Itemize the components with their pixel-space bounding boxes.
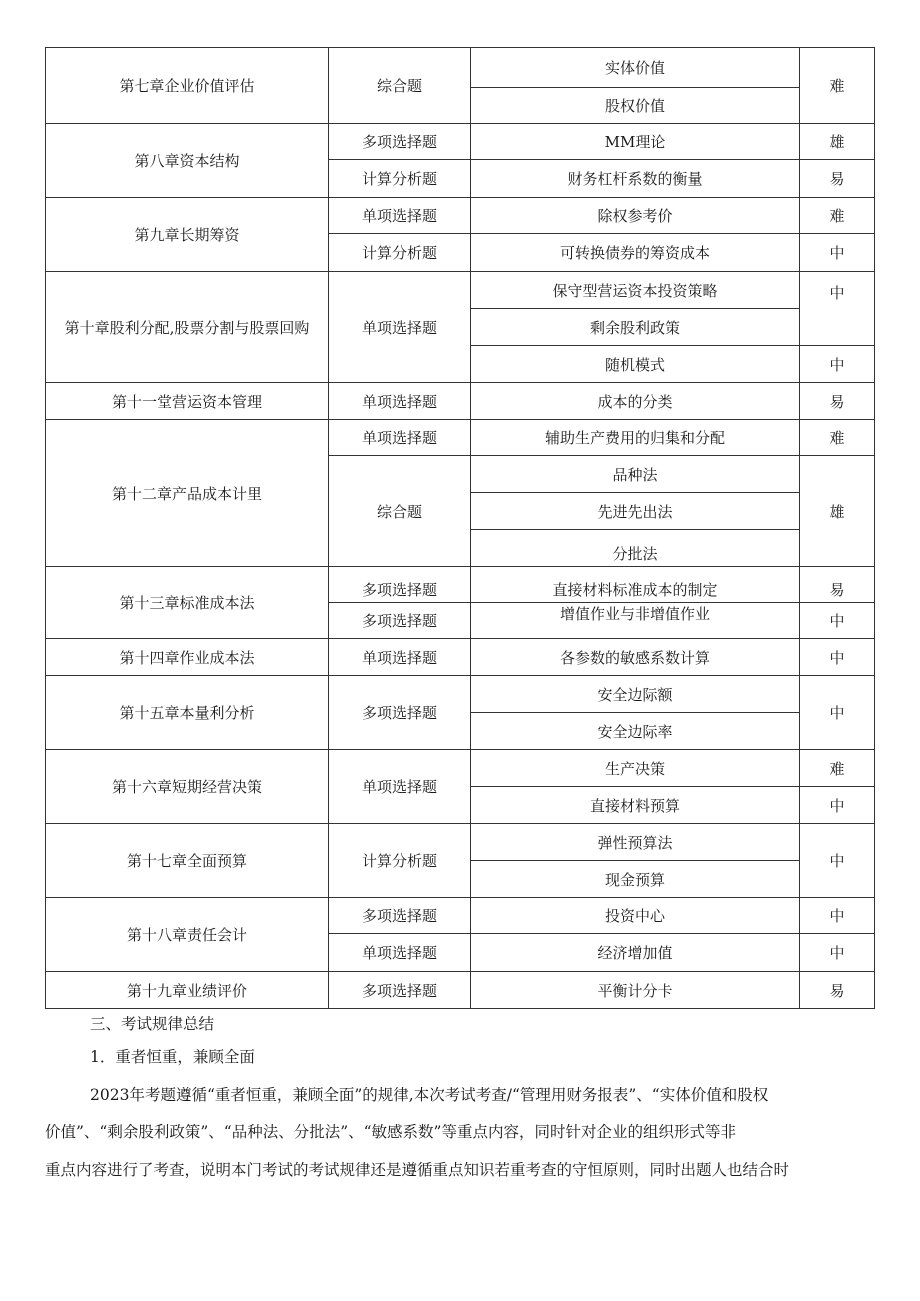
chapter-cell: 第十八章责任会计: [46, 898, 329, 972]
difficulty-cell: 雄: [800, 124, 875, 160]
difficulty-cell: 难: [800, 48, 875, 124]
difficulty-cell: 难: [800, 750, 875, 787]
knowledge-point-cell: 现金预算: [471, 861, 800, 898]
knowledge-point-cell: 投资中心: [471, 898, 800, 934]
knowledge-point-cell: 可转换债券的筹资成本: [471, 234, 800, 272]
chapter-cell: 第九章长期筹资: [46, 198, 329, 272]
question-type-cell: 单项选择题: [329, 750, 471, 824]
knowledge-point-cell: 实体价值: [471, 48, 800, 88]
knowledge-point-cell: 生产决策: [471, 750, 800, 787]
question-type-cell: 多项选择题: [329, 972, 471, 1009]
difficulty-cell: 雄: [800, 456, 875, 567]
question-type-cell: 多项选择题: [329, 676, 471, 750]
question-type-cell: 多项选择题: [329, 567, 471, 603]
difficulty-cell: 中: [800, 934, 875, 972]
difficulty-cell: 中: [800, 603, 875, 639]
exam-analysis-table: [45, 47, 875, 1009]
table-row: [46, 383, 875, 420]
question-type-cell: 单项选择题: [329, 934, 471, 972]
knowledge-point-cell: 直接材料标准成本的制定: [471, 567, 800, 603]
knowledge-point-cell: 经济增加值: [471, 934, 800, 972]
knowledge-point-cell: 剩余股利政策: [471, 309, 800, 346]
knowledge-point-cell: 辅助生产费用的归集和分配: [471, 420, 800, 456]
question-type-cell: 单项选择题: [329, 198, 471, 234]
question-type-cell: 多项选择题: [329, 124, 471, 160]
difficulty-cell: 中: [800, 346, 875, 383]
chapter-cell: 第十章股利分配,股票分割与股票回购: [46, 272, 329, 383]
section-heading: 三、考试规律总结: [90, 1015, 215, 1033]
knowledge-point-cell: MM理论: [471, 124, 800, 160]
knowledge-point-cell: 增值作业与非增值作业: [471, 603, 800, 639]
chapter-cell: 第十一堂营运资本管理: [46, 383, 329, 420]
chapter-cell: 第十五章本量利分析: [46, 676, 329, 750]
table-row: [46, 198, 875, 234]
table-row: [46, 639, 875, 676]
knowledge-point-cell: 品种法: [471, 456, 800, 493]
paragraph-line: 重点内容进行了考查，说明本门考试的考试规律还是遵循重点知识若重考查的守恒原则，同时出题人也结合时: [45, 1161, 790, 1179]
question-type-cell: 多项选择题: [329, 898, 471, 934]
question-type-cell: 单项选择题: [329, 420, 471, 456]
difficulty-cell: 中: [800, 824, 875, 898]
chapter-cell: 第十二章产品成本计里: [46, 420, 329, 567]
table-row: [46, 676, 875, 713]
knowledge-point-cell: 安全边际率: [471, 713, 800, 750]
chapter-cell: 第十三章标准成本法: [46, 567, 329, 639]
difficulty-cell: 中: [800, 234, 875, 272]
sub-heading: 1．重者恒重，兼顾全面: [90, 1048, 255, 1066]
knowledge-point-cell: 先进先出法: [471, 493, 800, 530]
chapter-cell: 第八章资本结构: [46, 124, 329, 198]
question-type-cell: 计算分析题: [329, 160, 471, 198]
table-row: [46, 972, 875, 1009]
table-row: [46, 750, 875, 787]
difficulty-cell: 易: [800, 383, 875, 420]
difficulty-cell: 中: [800, 272, 875, 346]
chapter-cell: 第十九章业绩评价: [46, 972, 329, 1009]
question-type-cell: 计算分析题: [329, 824, 471, 898]
question-type-cell: 单项选择题: [329, 639, 471, 676]
question-type-cell: 综合题: [329, 456, 471, 567]
difficulty-cell: 中: [800, 787, 875, 824]
knowledge-point-cell: 各参数的敏感系数计算: [471, 639, 800, 676]
question-type-cell: 综合题: [329, 48, 471, 124]
chapter-cell: 第十七章全面预算: [46, 824, 329, 898]
difficulty-cell: 中: [800, 676, 875, 750]
knowledge-point-cell: 除权参考价: [471, 198, 800, 234]
table-row: [46, 48, 875, 88]
question-type-cell: 单项选择题: [329, 383, 471, 420]
table-row: [46, 272, 875, 309]
knowledge-point-cell: 弹性预算法: [471, 824, 800, 861]
table-row: [46, 567, 875, 603]
table-row: [46, 824, 875, 861]
chapter-cell: 第十四章作业成本法: [46, 639, 329, 676]
difficulty-cell: 难: [800, 420, 875, 456]
knowledge-point-cell: 平衡计分卡: [471, 972, 800, 1009]
table-row: [46, 898, 875, 934]
difficulty-cell: 中: [800, 898, 875, 934]
knowledge-point-cell: 股权价值: [471, 88, 800, 124]
knowledge-point-cell: 成本的分类: [471, 383, 800, 420]
knowledge-point-cell: 分批法: [471, 530, 800, 567]
knowledge-point-cell: 保守型营运资本投资策略: [471, 272, 800, 309]
difficulty-cell: 中: [800, 639, 875, 676]
question-type-cell: 计算分析题: [329, 234, 471, 272]
difficulty-cell: 易: [800, 160, 875, 198]
paragraph-line: 价值”、“剩余股利政策”、“品种法、分批法”、“敏感系数”等重点内容，同时针对企业的组织形式等非: [45, 1123, 736, 1141]
difficulty-cell: 易: [800, 567, 875, 603]
chapter-cell: 第七章企业价值评估: [46, 48, 329, 124]
chapter-cell: 第十六章短期经营决策: [46, 750, 329, 824]
knowledge-point-cell: 安全边际额: [471, 676, 800, 713]
table-row: [46, 124, 875, 160]
difficulty-cell: 难: [800, 198, 875, 234]
question-type-cell: 多项选择题: [329, 603, 471, 639]
knowledge-point-cell: 财务杠杆系数的衡量: [471, 160, 800, 198]
knowledge-point-cell: 随机模式: [471, 346, 800, 383]
knowledge-point-cell: 直接材料预算: [471, 787, 800, 824]
paragraph-line: 2023年考题遵循“重者恒重，兼顾全面”的规律,本次考试考查/“管理用财务报表”、“实体价值和股权: [90, 1086, 769, 1104]
question-type-cell: 单项选择题: [329, 272, 471, 383]
table-row: [46, 420, 875, 456]
difficulty-cell: 易: [800, 972, 875, 1009]
